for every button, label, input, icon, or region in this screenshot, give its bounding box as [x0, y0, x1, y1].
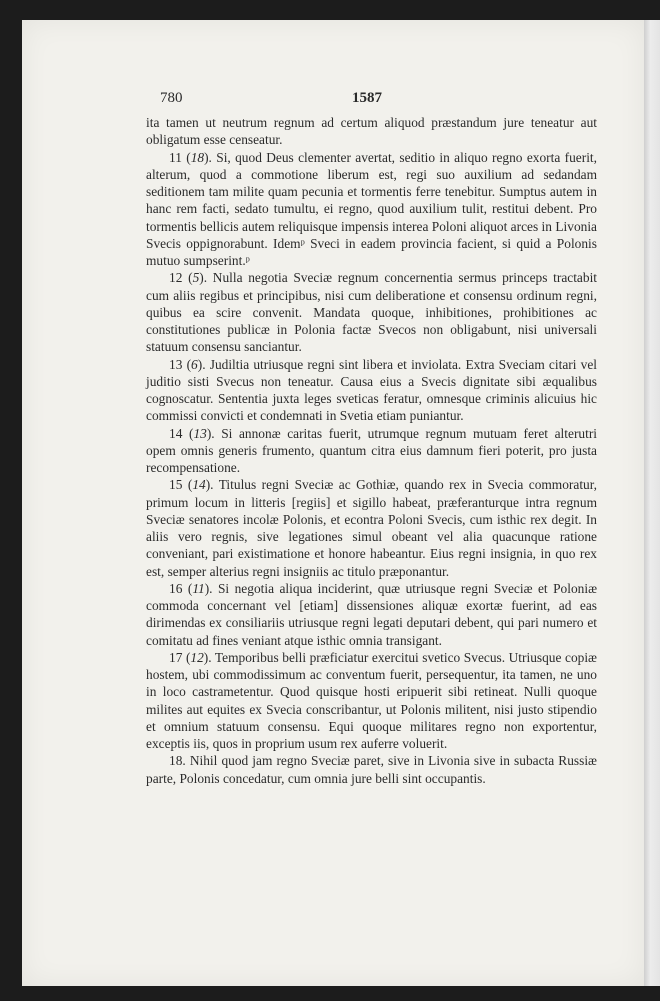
- paragraph: [146, 269, 597, 355]
- paragraph: [146, 149, 597, 270]
- paragraph: [146, 649, 597, 753]
- paragraph-number: 16 (11).: [169, 580, 213, 596]
- page-year-heading: 1587: [352, 90, 382, 106]
- page-edge: [644, 20, 660, 986]
- paragraph-text: Titulus regni Sveciæ ac Gothiæ, quando rex in Svecia commoratur, primum locum in litteris [regiis] et sigillo habeat, præferanturque intra regnum Sveciæ senatores incolæ Polonis, et econtra Poloni Svecis, cum isthic rex degit. In aliis vero regnis, sive legationes simul obeant vel alia quacunque ratione conveniant, pari existimatione et honore habeantur. Eius regni insignia, in quo rex est, semper alterius regni insigniis ac titulo præponantur.: [146, 477, 598, 579]
- paragraph-text: Judiltia utriusque regni sint libera et inviolata. Extra Sveciam citari vel juditio sisti Svecus non teneatur. Causa eius a Svecis dignitate sibi æqualibus cognoscatur. Sententia juxta leges sveticas feratur, omnesque criminis alicuius hic commissi convicti et condemnati in Svetia etiam puniantur.: [146, 356, 597, 424]
- paragraph: [146, 752, 597, 787]
- paragraph-text: Si, quod Deus clementer avertat, seditio in aliquo regno exorta fuerit, alterum, quod a commotione liberum est, regi suo auxilium ad sedandam seditionem tam milite quam pecunia et tormentis ferre tenebitur. Sumptus autem in hanc rem facti, sedato tumultu, ei regno, quod auxilium tulit, restitui debent. Pro tormentis bellicis autem reliquisque impensis interea Poloni aliquot arces in Livonia Svecis oppignorabunt. Idemᵖ Sveci in eadem provincia facient, si quid a Polonis mutuo sumpserint.ᵖ: [146, 149, 597, 268]
- paragraph: [146, 580, 597, 649]
- paragraph-text: Nihil quod jam regno Sveciæ paret, sive in Livonia sive in subacta Russiæ parte, Polonis concedatur, cum omnia jure belli sint occupantis.: [146, 753, 597, 786]
- paragraph-text: Si annonæ caritas fuerit, utrumque regnum mutuam feret alterutri opem omnis generis frumento, quantum citra eius damnum fieri poterit, pro justa recompensatione.: [146, 425, 597, 475]
- paragraph: [146, 425, 597, 477]
- paragraph-text: Temporibus belli præficiatur exercitui svetico Svecus. Utriusque copiæ hostem, ubi commodissimum ac conventum fuerit, persequentur, ita tamen, ne uno in loco castrametentur. Quod quisque hosti eripuerit sibi retineat. Nulli quoque milites aut equites ex Svecia conscribantur, ut Polonis militent, nisi justo stipendio et omnium statuum consensu. Equi quoque militares regno non exportentur, exceptis iis, quos in proprium usum rex auferre voluerit.: [146, 649, 597, 751]
- page-number: 780: [160, 90, 183, 106]
- paragraph: [146, 476, 597, 580]
- running-header: [160, 90, 400, 110]
- paragraph: [146, 356, 597, 425]
- paragraph-number: 13 (6).: [169, 356, 206, 372]
- body-text: [146, 114, 597, 787]
- paragraph-number: 15 (14).: [169, 477, 214, 493]
- paragraph-number: 17 (12).: [169, 649, 212, 665]
- paragraph-number: 12 (5).: [169, 270, 208, 286]
- paragraph-number: 14 (13).: [169, 425, 215, 441]
- paragraph-number: 18.: [169, 753, 186, 769]
- paragraph-text: Si negotia aliqua inciderint, quæ utriusque regni Sveciæ et Poloniæ commoda concernant vel [etiam] dissensiones aliquæ exortæ fuerint, ad eas dirimendas ex consiliariis utriusque regni legati deputari debent, qui pari numero et comitatu ad fines veniant atque isthic omnia transigant.: [146, 580, 597, 648]
- paragraph-text: ita tamen ut neutrum regnum ad certum aliquod præstandum jure teneatur aut obligatum esse censeatur.: [146, 115, 597, 148]
- paragraph-number: 11 (18).: [169, 149, 212, 165]
- paragraph: [146, 114, 597, 149]
- paragraph-text: Nulla negotia Sveciæ regnum concernentia sermus princeps tractabit cum aliis regibus et principibus, nisi cum deliberatione et consensu ordinum regni, quibus ea scire convenit. Mandata quoque, inhibitiones, prohibitiones ac constitutiones publicæ in Polonia factæ Svecos non obligabunt, nisi universali statuum consensu sanciantur.: [146, 270, 598, 355]
